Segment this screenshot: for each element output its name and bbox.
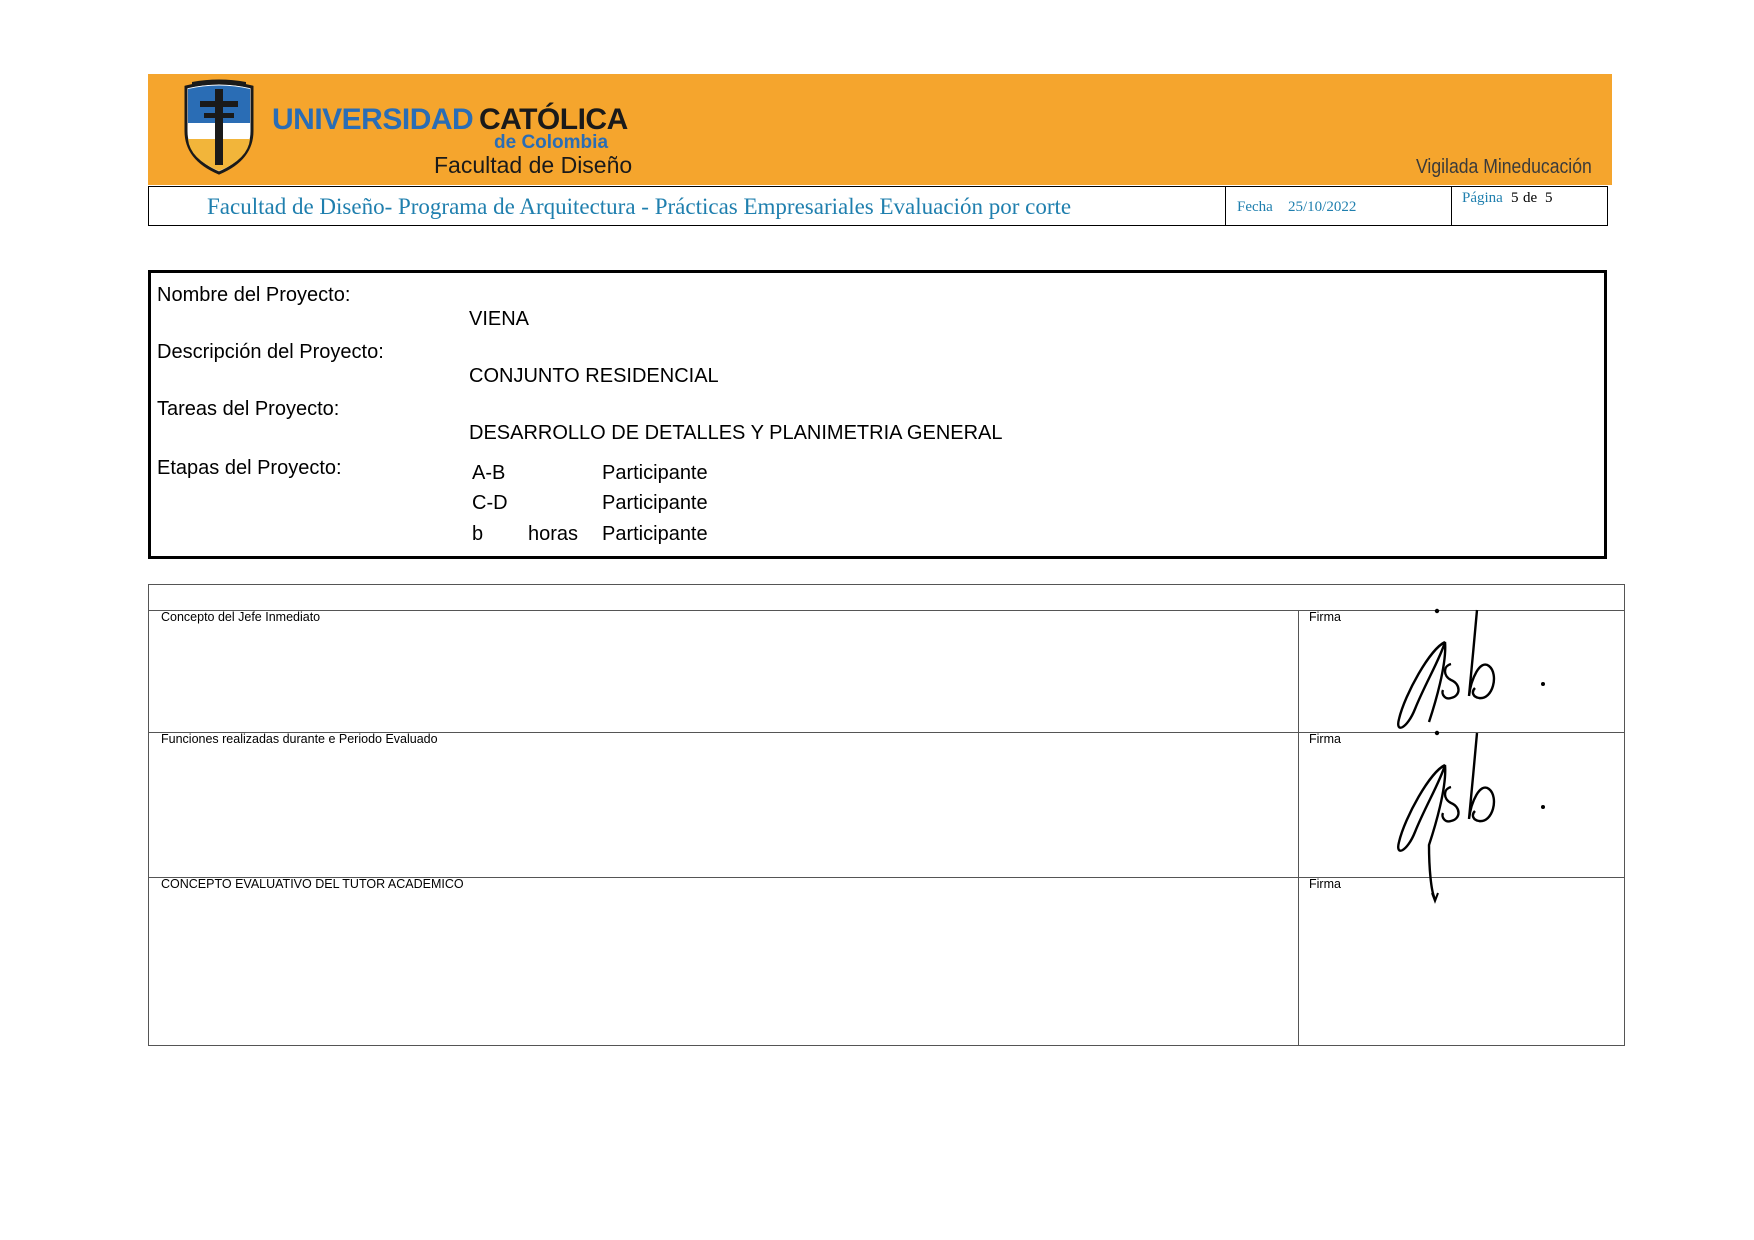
title-row (148, 186, 1608, 226)
project-tasks-value: DESARROLLO DE DETALLES Y PLANIMETRIA GENERAL (469, 422, 1003, 444)
stage-role: Participante (602, 523, 708, 545)
stage-code: A-B (472, 462, 506, 484)
project-tasks-label: Tareas del Proyecto: (157, 398, 340, 420)
page-of-label: de (1523, 190, 1538, 206)
university-name-part1: UNIVERSIDAD (272, 103, 474, 136)
stage-role: Participante (602, 462, 708, 484)
page-total: 5 (1545, 190, 1553, 206)
row-label-funciones: Funciones realizadas durante e Periodo Evaluado (161, 732, 438, 746)
date-label: Fecha (1237, 199, 1273, 215)
date-value: 25/10/2022 (1288, 199, 1357, 215)
document-title: Facultad de Diseño- Programa de Arquitectura - Prácticas Empresariales Evaluación por corte (207, 194, 1072, 219)
date-cell (1226, 187, 1452, 225)
row-label-tutor-academico: CONCEPTO EVALUATIVO DEL TUTOR ACADEMICO (161, 877, 464, 891)
project-description-label: Descripción del Proyecto: (157, 341, 384, 363)
university-name-part2: CATÓLICA (479, 103, 628, 136)
project-name-label: Nombre del Proyecto: (157, 284, 351, 306)
project-description-value: CONJUNTO RESIDENCIAL (469, 365, 719, 387)
stage-role: Participante (602, 492, 708, 514)
signature-label: Firma (1309, 732, 1341, 746)
title-cell (149, 187, 1226, 225)
university-shield-logo (180, 79, 258, 175)
handwritten-signature (1385, 604, 1560, 734)
page-label: Página (1462, 190, 1503, 206)
page-number: 5 (1511, 190, 1519, 206)
signature-label: Firma (1309, 610, 1341, 624)
stage-code: C-D (472, 492, 508, 514)
vigilada-label: Vigilada Mineducación (1416, 156, 1592, 178)
project-info-box (148, 270, 1607, 559)
project-name-value: VIENA (469, 308, 530, 330)
faculty-name: Facultad de Diseño (434, 152, 633, 178)
row-label-jefe-inmediato: Concepto del Jefe Inmediato (161, 610, 321, 624)
university-subtitle: de Colombia (494, 132, 609, 153)
page-cell (1452, 187, 1607, 225)
stage-code: b (472, 523, 484, 545)
stage-hours: horas (528, 523, 579, 545)
handwritten-signature (1385, 727, 1560, 907)
signature-label: Firma (1309, 877, 1341, 891)
table-column-divider (1298, 610, 1299, 1046)
project-stages-label: Etapas del Proyecto: (157, 457, 342, 479)
